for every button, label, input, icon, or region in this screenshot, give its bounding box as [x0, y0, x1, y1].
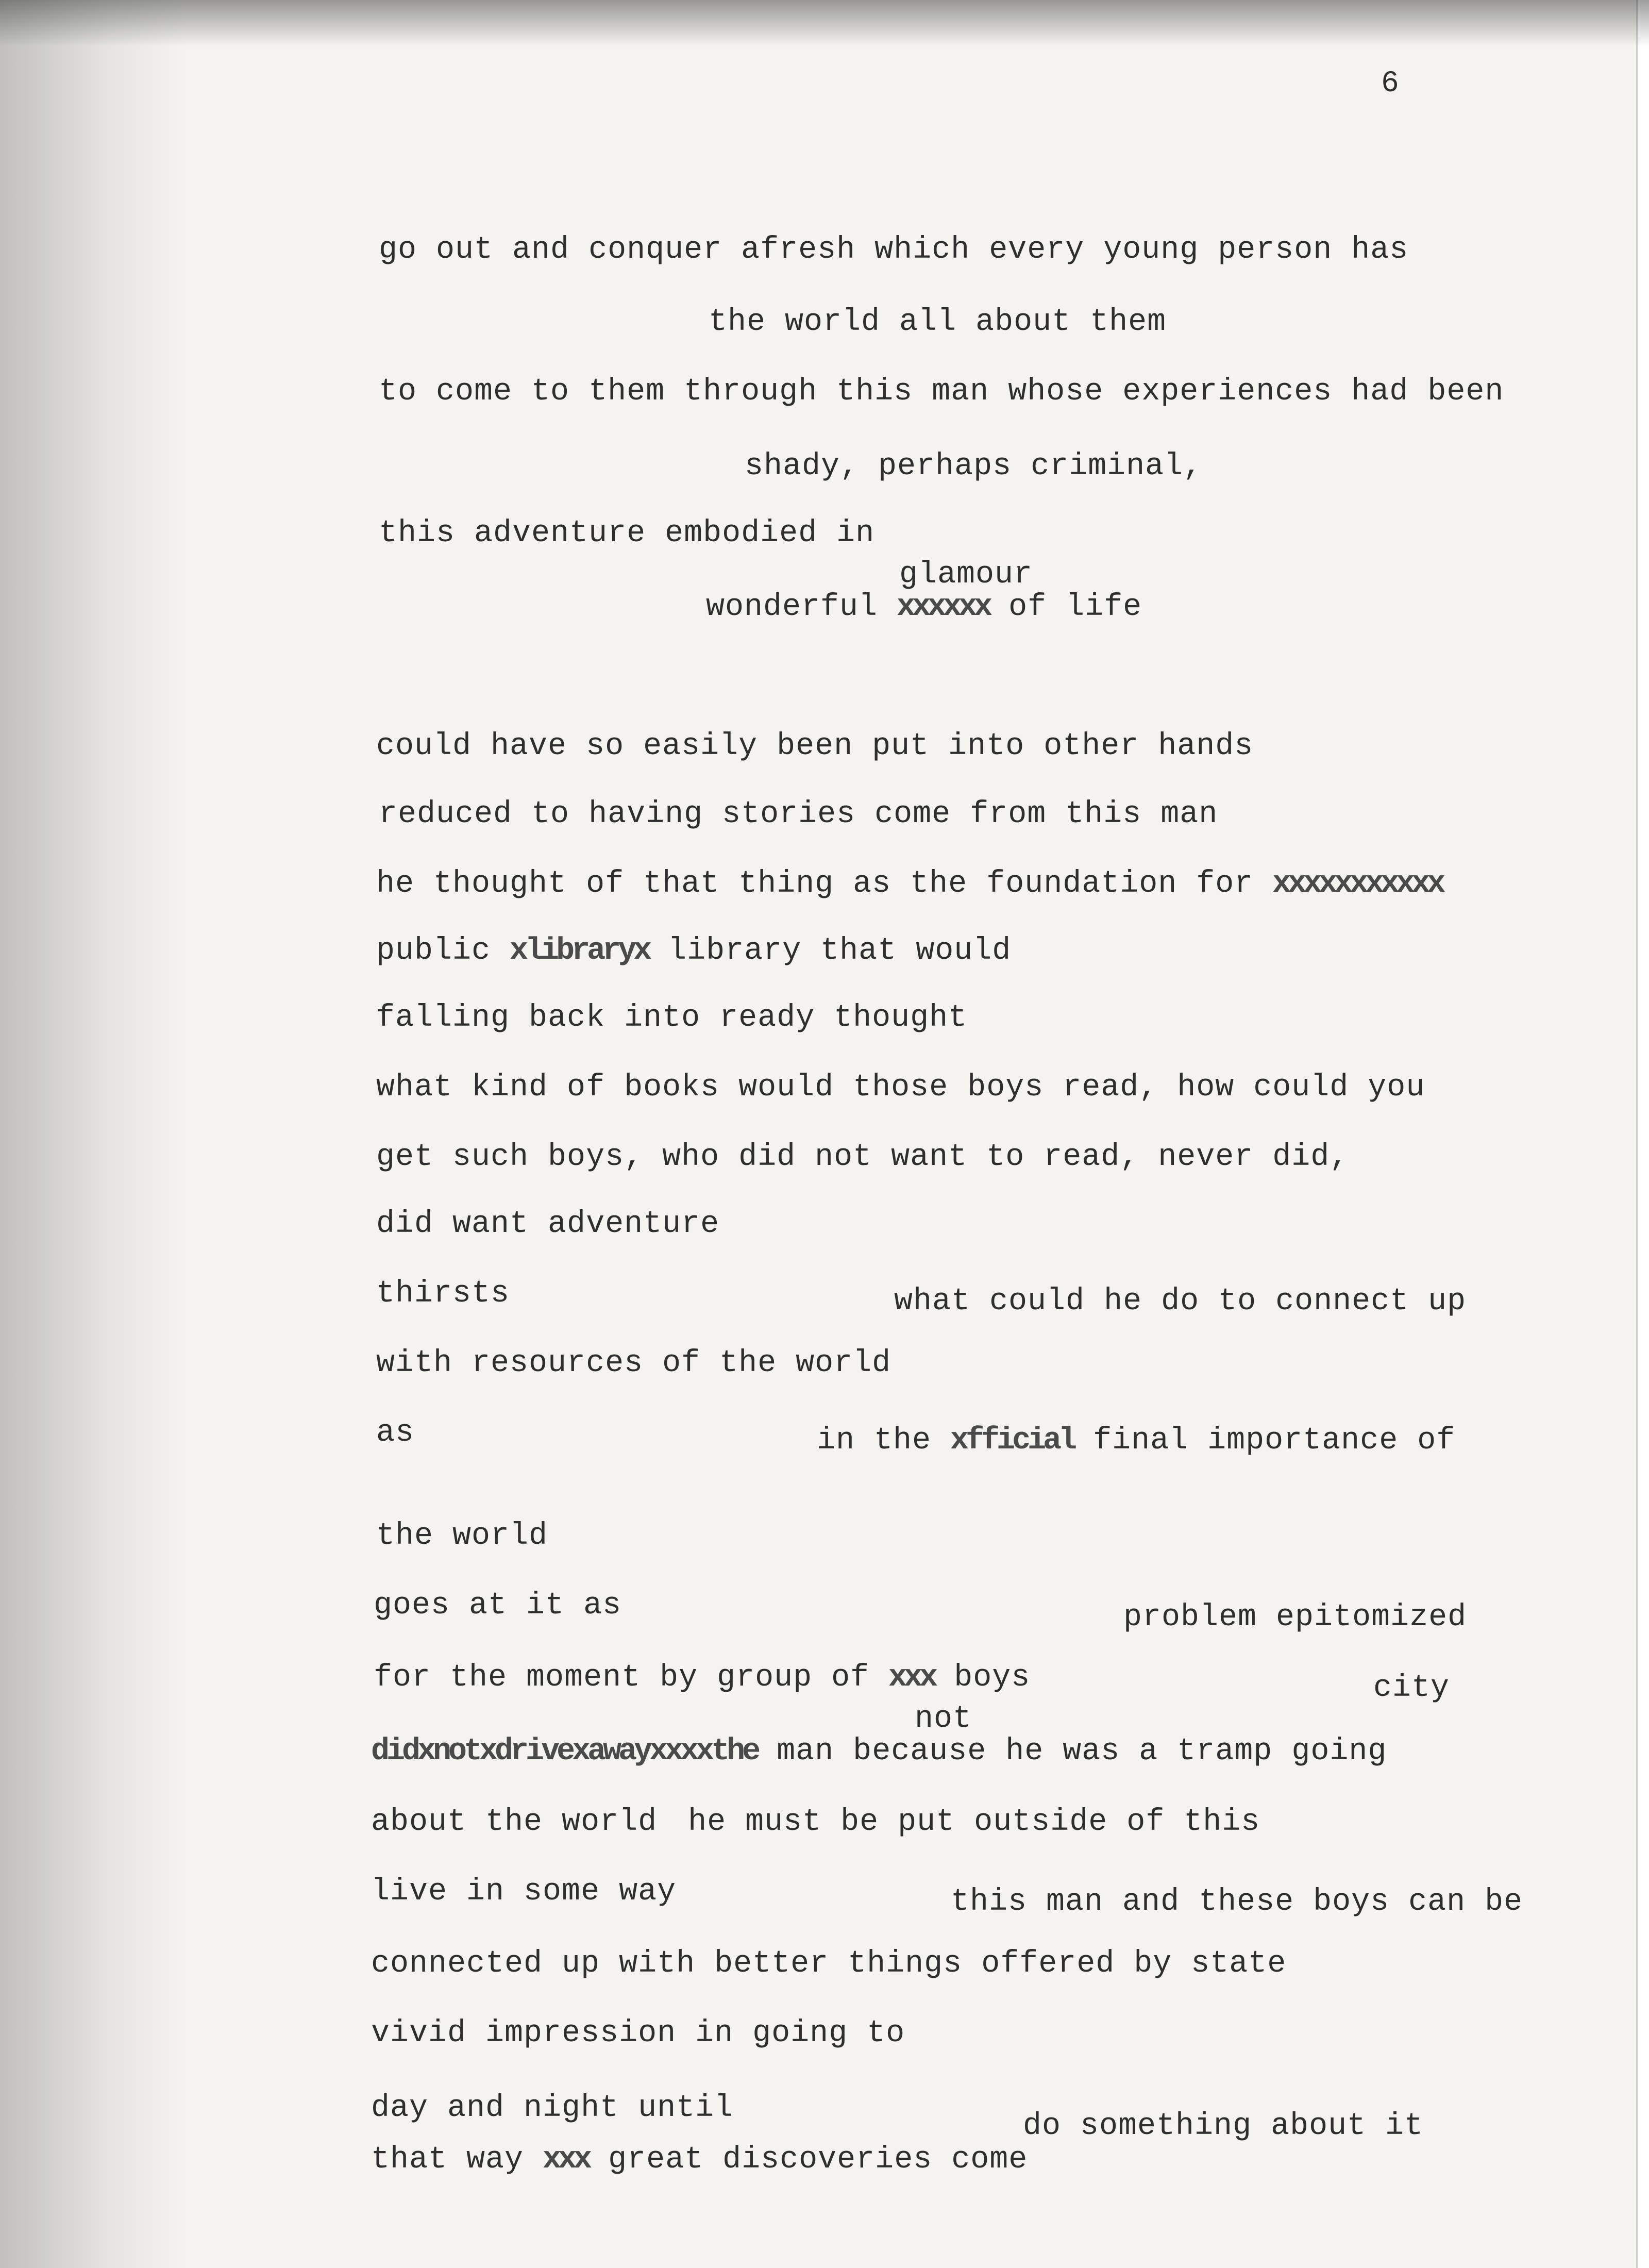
text-line-22: about the world he must be put outside of this [371, 1805, 1260, 1840]
text-line-19-right: problem epitomized [1123, 1600, 1467, 1635]
text-line-15-left: thirsts [376, 1276, 510, 1311]
struck-out-text: xxxxxxxxxxx [1272, 866, 1443, 902]
struck-out-text: xlibraryx [510, 933, 649, 969]
text-line-17-left: as [376, 1415, 415, 1450]
text-line-19-left: goes at it as [374, 1588, 622, 1623]
struck-out-text: xfficial [950, 1423, 1074, 1458]
text-line-6: wonderful xxxxxx of life [706, 590, 1142, 625]
text-line-14: did want adventure [376, 1207, 720, 1242]
struck-out-text: xxx [543, 2142, 590, 2177]
text-line-15-right: what could he do to connect up [894, 1284, 1467, 1319]
text-line-8: reduced to having stories come from this man [379, 797, 1218, 832]
text-line-25: vivid impression in going to [371, 2016, 905, 2051]
text-line-23-right: this man and these boys can be [951, 1885, 1523, 1920]
text-line-1: go out and conquer afresh which every young person has [379, 232, 1409, 268]
text-line-12: what kind of books would those boys read, how could you [376, 1070, 1425, 1105]
text-line-16: with resources of the world [376, 1346, 891, 1381]
text-line-24: connected up with better things offered by state [371, 1946, 1287, 1981]
text-line-17-right: in the xfficial final importance of [817, 1423, 1456, 1458]
text-line-13: get such boys, who did not want to read, never did, [376, 1140, 1349, 1175]
text-line-23-left: live in some way [371, 1874, 677, 1909]
interlinear-insert-not: not [915, 1702, 972, 1737]
text-line-9: he thought of that thing as the foundation for xxxxxxxxxxx [376, 866, 1443, 902]
struck-out-text: xxx [888, 1660, 935, 1695]
text-line-7: could have so easily been put into other hands [376, 729, 1254, 764]
text-line-3: to come to them through this man whose experiences had been [379, 374, 1504, 409]
text-line-4: shady, perhaps criminal, [745, 449, 1203, 484]
text-line-5: this adventure embodied in [379, 516, 875, 551]
struck-out-text: didxnotxdrivexawayxxxxthe [371, 1734, 758, 1769]
text-line-20: for the moment by group of xxx boys [374, 1660, 1031, 1695]
text-line-21: didxnotxdrivexawayxxxxthe man because he was a tramp going [371, 1734, 1387, 1769]
text-line-18: the world [376, 1519, 548, 1554]
text-line-2: the world all about them [709, 305, 1167, 340]
text-line-26-right: do something about it [1023, 2109, 1424, 2144]
text-line-20-right: city [1373, 1671, 1450, 1706]
page-edge [1636, 0, 1649, 2268]
text-line-27: that way xxx great discoveries come [371, 2142, 1028, 2177]
interlinear-insert-glamour: glamour [899, 557, 1033, 592]
text-line-11: falling back into ready thought [376, 1000, 968, 1036]
struck-out-text: xxxxxx [897, 590, 990, 625]
page-number: 6 [1381, 67, 1399, 101]
text-line-26-left: day and night until [371, 2091, 734, 2126]
text-line-10: public xlibraryx library that would [376, 933, 1012, 969]
